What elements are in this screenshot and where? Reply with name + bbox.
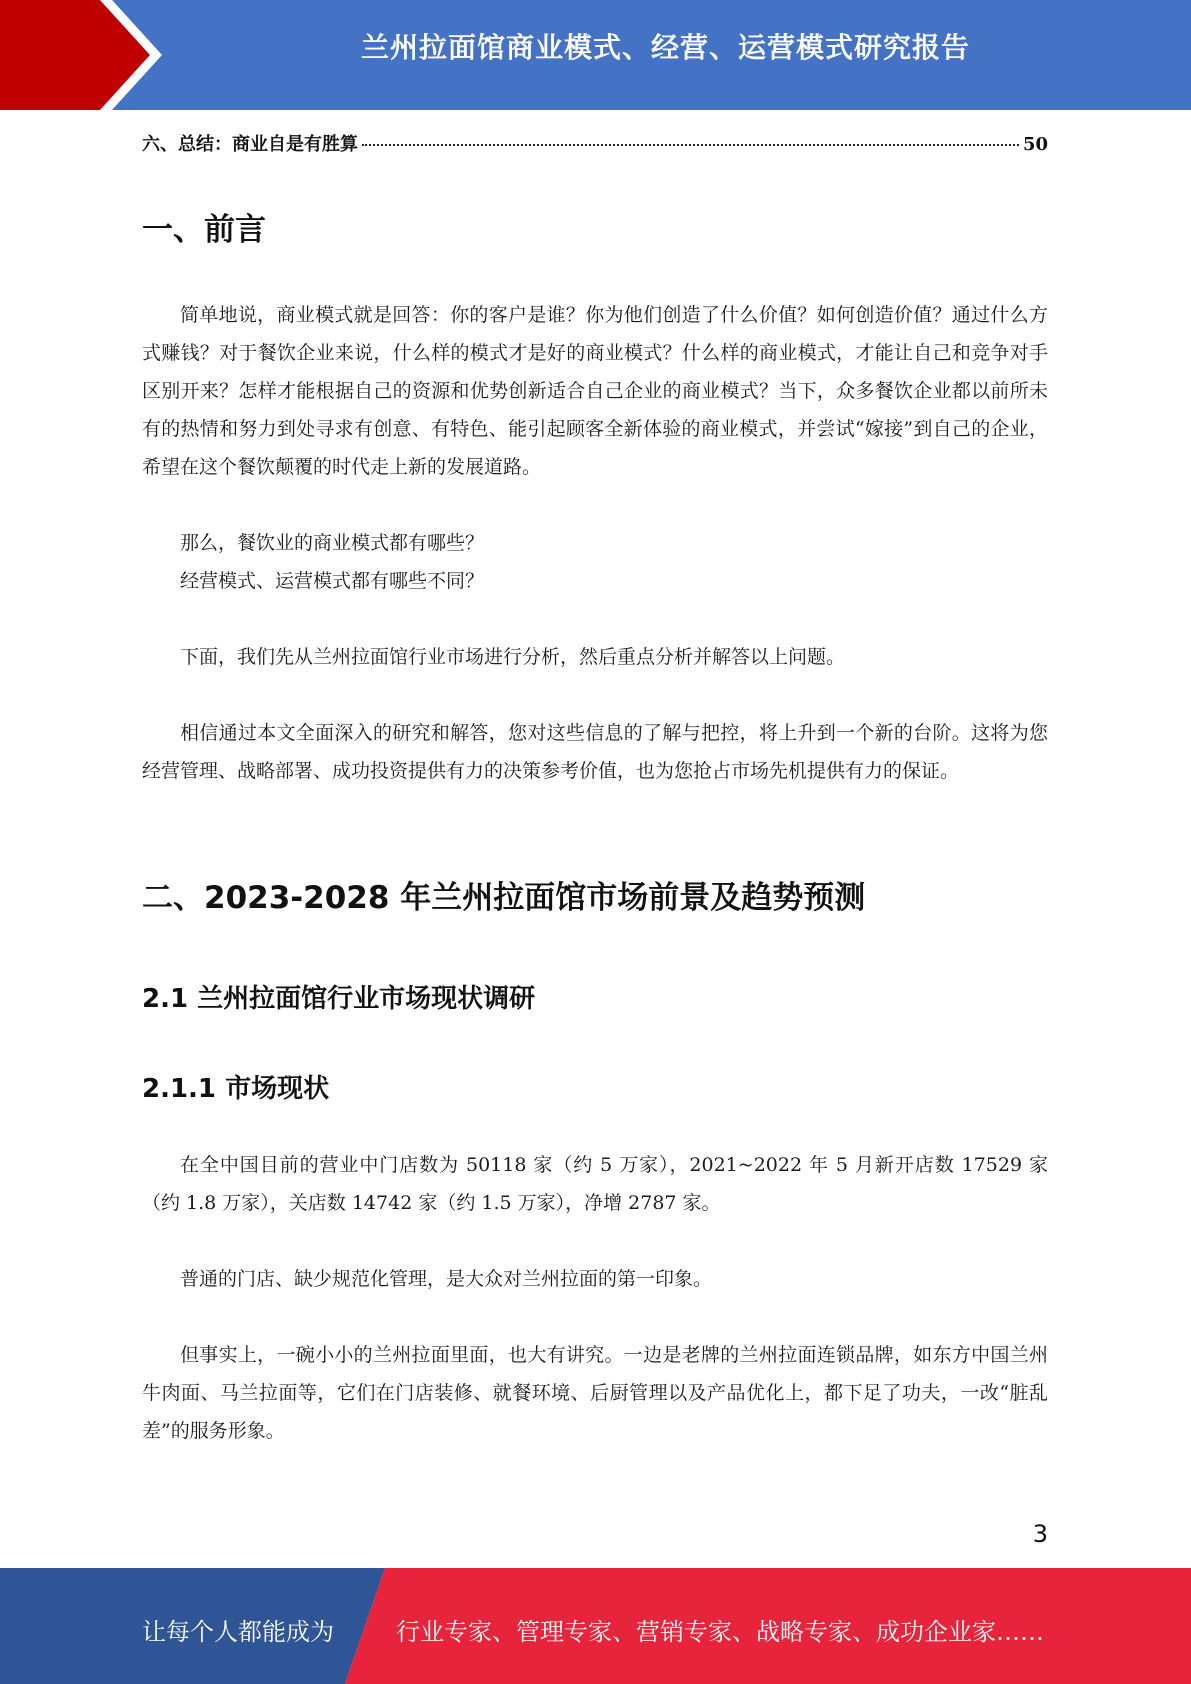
- chapter-2-heading: 二、2023-2028 年兰州拉面馆市场前景及趋势预测: [142, 880, 866, 916]
- toc-entry[interactable]: [142, 130, 1048, 156]
- toc-entry-label: 六、总结：商业自是有胜算: [142, 134, 358, 155]
- footer-slogan-left: 让每个人都能成为: [142, 1618, 334, 1646]
- preface-paragraph-1: 简单地说，商业模式就是回答：你的客户是谁？你为他们创造了什么价值？如何创造价值？通过什么方式赚钱？对于餐饮企业来说，什么样的模式才是好的商业模式？什么样的商业模式，才能让自己和竞争对手区别开来？怎样才能根据自己的资源和优势创新适合自己企业的商业模式？当下，众多餐饮企业都以前所未有的热情和努力到处寻求有创意、有特色、能引起顾客全新体验的商业模式，并尝试“嫁接”到自己的企业，希望在这个餐饮颠覆的时代走上新的发展道路。: [142, 304, 1048, 478]
- page-footer: [0, 1568, 1191, 1684]
- preface-question-1: 那么，餐饮业的商业模式都有哪些？: [180, 532, 485, 554]
- footer-slogan-right: 行业专家、管理专家、营销专家、战略专家、成功企业家……: [396, 1618, 1044, 1646]
- preface-paragraph-3: 相信通过本文全面深入的研究和解答，您对这些信息的了解与把控，将上升到一个新的台阶。这将为您经营管理、战略部署、成功投资提供有力的决策参考价值，也为您抢占市场先机提供有力的保证。: [142, 722, 1048, 782]
- preface-paragraph-2: 下面，我们先从兰州拉面馆行业市场进行分析，然后重点分析并解答以上问题。: [180, 646, 846, 668]
- market-status-paragraph-2: 普通的门店、缺少规范化管理，是大众对兰州拉面的第一印象。: [180, 1268, 713, 1290]
- toc-dot-leader: [362, 144, 1019, 146]
- market-status-paragraph-1: 在全中国目前的营业中门店数为 50118 家（约 5 万家），2021~2022 年 5 月新开店数 17529 家（约 1.8 万家），关店数 14742 家（约 1.5 万家），净增 2787 家。: [142, 1154, 1048, 1214]
- market-status-paragraph-3: 但事实上，一碗小小的兰州拉面里面，也大有讲究。一边是老牌的兰州拉面连锁品牌，如东方中国兰州牛肉面、马兰拉面等，它们在门店装修、就餐环境、后厨管理以及产品优化上，都下足了功夫，一改“脏乱差”的服务形象。: [142, 1344, 1048, 1442]
- page-header: [0, 0, 1191, 110]
- section-2-1-1-heading: 2.1.1 市场现状: [142, 1074, 330, 1104]
- preface-heading: 一、前言: [142, 212, 266, 248]
- report-title: 兰州拉面馆商业模式、经营、运营模式研究报告: [360, 31, 970, 64]
- toc-entry-page: 50: [1022, 134, 1048, 155]
- section-2-1-heading: 2.1 兰州拉面馆行业市场现状调研: [142, 984, 536, 1014]
- preface-question-2: 经营模式、运营模式都有哪些不同？: [180, 570, 485, 592]
- page-number: 3: [1032, 1520, 1048, 1548]
